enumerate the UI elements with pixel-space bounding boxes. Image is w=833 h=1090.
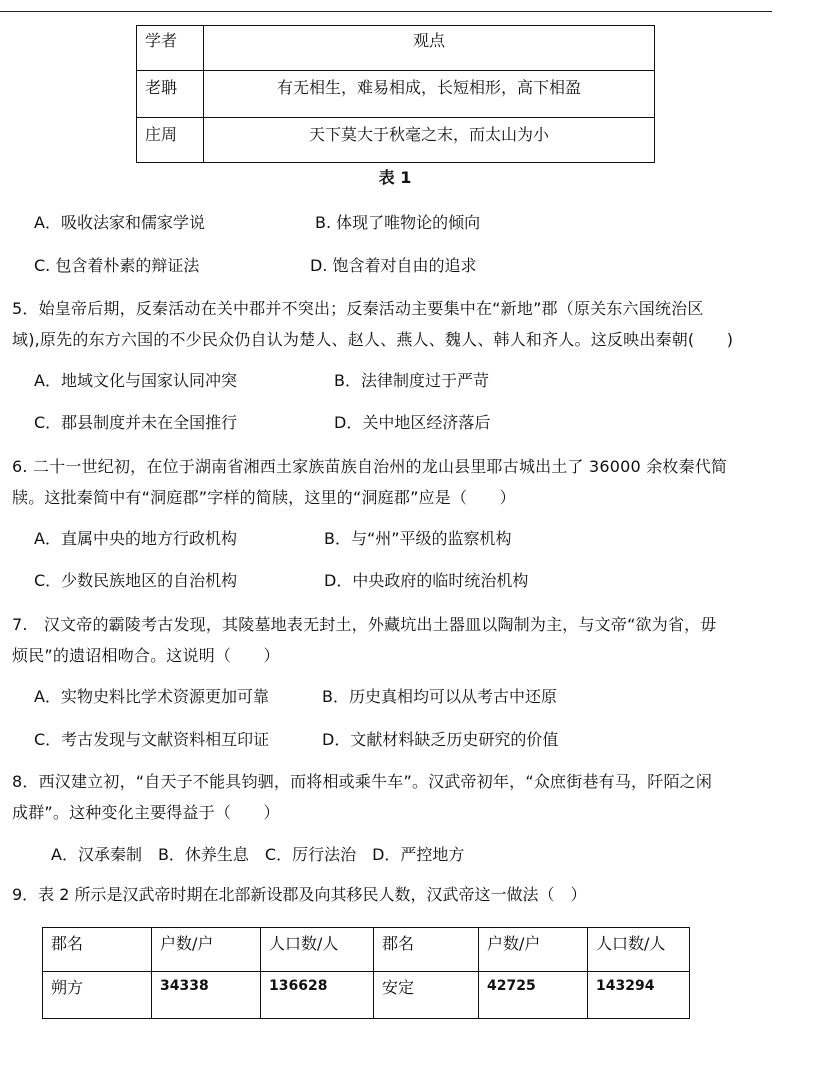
table-row [43,972,690,1019]
table-header-cell: 户数/户 [152,928,261,972]
q6-stem-line-1: 6. 二十一世纪初，在位于湖南省湘西土家族苗族自治州的龙山县里耶古城出土了 36000 余枚秦代简 [12,457,728,476]
table-header-cell: 人口数/人 [261,928,374,972]
table-cell: 天下莫大于秋毫之末，而太山为小 [204,118,655,163]
q7-option-d: D．文献材料缺乏历史研究的价值 [322,730,559,749]
q8-stem [12,766,774,828]
q8-stem-line-1: 8．西汉建立初，“自天子不能具钧驷，而将相或乘牛车”。汉武帝初年，“众庶街巷有马，阡陌之闲 [12,772,713,791]
top-rule [0,11,772,12]
table-header-cell: 观点 [204,26,655,71]
q5-stem-line-1: 5．始皇帝后期，反秦活动在关中郡并不突出；反秦活动主要集中在“新地”郡（原关东六国统治区 [12,299,704,318]
table-cell: 34338 [152,972,261,1019]
table-row [137,118,655,163]
q5-option-b: B．法律制度过于严苛 [334,371,489,390]
table-cell: 有无相生，难易相成，长短相形，高下相盈 [204,71,655,118]
table-cell: 安定 [374,972,479,1019]
q8-options: A．汉承秦制 B．休养生息 C．厉行法治 D．严控地方 [51,845,465,864]
table-cell: 朔方 [43,972,152,1019]
q6-stem [12,451,774,513]
q7-stem [12,609,774,671]
q5-stem [12,293,774,355]
table-header-cell: 人口数/人 [588,928,690,972]
table-header-cell: 郡名 [43,928,152,972]
q6-option-d: D．中央政府的临时统治机构 [324,571,529,590]
table-1-caption: 表 1 [378,168,412,187]
q5-option-d: D．关中地区经济落后 [334,413,491,432]
q6-option-a: A．直属中央的地方行政机构 [34,529,237,548]
q5-option-c: C．郡县制度并未在全国推行 [34,413,238,432]
table-header-cell: 郡名 [374,928,479,972]
q6-stem-line-2: 牍。这批秦简中有“洞庭郡”字样的简牍，这里的“洞庭郡”应是（ ） [12,488,516,507]
q7-option-b: B．历史真相均可以从考古中还原 [322,687,557,706]
q7-stem-line-1: 7. 汉文帝的霸陵考古发现，其陵墓地表无封土，外藏坑出土器皿以陶制为主，与文帝“欲为省，毋 [12,615,717,634]
table-2-migration [42,927,690,1019]
q7-stem-line-2: 烦民”的遗诏相吻合。这说明（ ） [12,646,280,665]
table-row [43,928,690,972]
q4-option-b: B. 体现了唯物论的倾向 [315,213,481,232]
table-cell: 143294 [588,972,690,1019]
q4-option-d: D. 饱含着对自由的追求 [310,256,477,275]
table-row [137,71,655,118]
table-cell: 老聃 [137,71,204,118]
q6-option-b: B．与“州”平级的监察机构 [324,529,512,548]
table-row [137,26,655,71]
q8-stem-line-2: 成群”。这种变化主要得益于（ ） [12,803,280,822]
q9-stem: 9．表 2 所示是汉武帝时期在北部新设郡及向其移民人数，汉武帝这一做法（ ） [12,885,587,904]
q4-option-c: C. 包含着朴素的辩证法 [34,256,200,275]
q6-option-c: C．少数民族地区的自治机构 [34,571,238,590]
table-header-cell: 学者 [137,26,204,71]
table-1-scholars [136,25,655,163]
q4-option-a: A．吸收法家和儒家学说 [34,213,205,232]
q7-option-c: C．考古发现与文献资料相互印证 [34,730,270,749]
q5-stem-line-2: 域),原先的东方六国的不少民众仍自认为楚人、赵人、燕人、魏人、韩人和齐人。这反映出秦朝( ) [12,330,734,349]
q7-option-a: A．实物史料比学术资源更加可靠 [34,687,269,706]
table-cell: 42725 [479,972,588,1019]
table-header-cell: 户数/户 [479,928,588,972]
table-cell: 136628 [261,972,374,1019]
q5-option-a: A．地域文化与国家认同冲突 [34,371,237,390]
table-cell: 庄周 [137,118,204,163]
